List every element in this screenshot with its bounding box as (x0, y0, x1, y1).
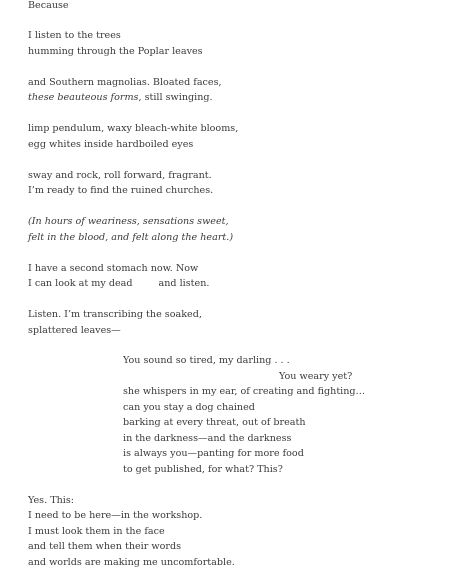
poem-line-indented: You sound so tired, my darling . . . (123, 355, 290, 366)
poem-line: humming through the Poplar leaves (28, 46, 203, 57)
poem-line: and tell them when their words (28, 541, 182, 552)
poem-line-part: and listen. (158, 278, 210, 289)
poem-line: and worlds are making me uncomfortable. (28, 557, 235, 568)
poem-line-indented: she whispers in my ear, of creating and fighting… (123, 386, 366, 397)
poem-line (28, 278, 209, 290)
poem-line-indented: is always you—panting for more food (123, 448, 304, 459)
poem-line: I need to be here—in the workshop. (28, 510, 203, 521)
poem-line: Listen. I’m transcribing the soaked, (28, 309, 202, 320)
poem-line: splattered leaves— (28, 325, 121, 336)
poem-line-italic: (In hours of weariness, sensations sweet, (28, 216, 229, 227)
poem-line-indented: You weary yet? (279, 371, 353, 382)
poem-line-rest: , still swinging. (138, 92, 213, 103)
poem-line-indented: in the darkness—and the darkness (123, 433, 292, 444)
poem-line (28, 92, 213, 104)
poem-line: Because (28, 0, 69, 11)
poem-line: sway and rock, roll forward, fragrant. (28, 170, 212, 181)
poem-line-indented: barking at every threat, out of breath (123, 417, 306, 428)
poem-line: Yes. This: (28, 495, 75, 506)
poem-line: egg whites inside hardboiled eyes (28, 139, 194, 150)
poem-line: I listen to the trees (28, 30, 121, 41)
poem-line: I’m ready to find the ruined churches. (28, 185, 214, 196)
italic-phrase: these beauteous forms (28, 92, 139, 103)
poem-line: limp pendulum, waxy bleach-white blooms, (28, 123, 239, 134)
poem-line: I must look them in the face (28, 526, 165, 537)
poem-line-part: I can look at my dead (28, 278, 133, 289)
poem-line: and Southern magnolias. Bloated faces, (28, 77, 222, 88)
poem-line: I have a second stomach now. Now (28, 263, 199, 274)
poem-line-indented: to get published, for what? This? (123, 464, 283, 475)
poem-line-indented: can you stay a dog chained (123, 402, 255, 413)
poem-line-italic: felt in the blood, and felt along the heart.) (28, 232, 234, 243)
